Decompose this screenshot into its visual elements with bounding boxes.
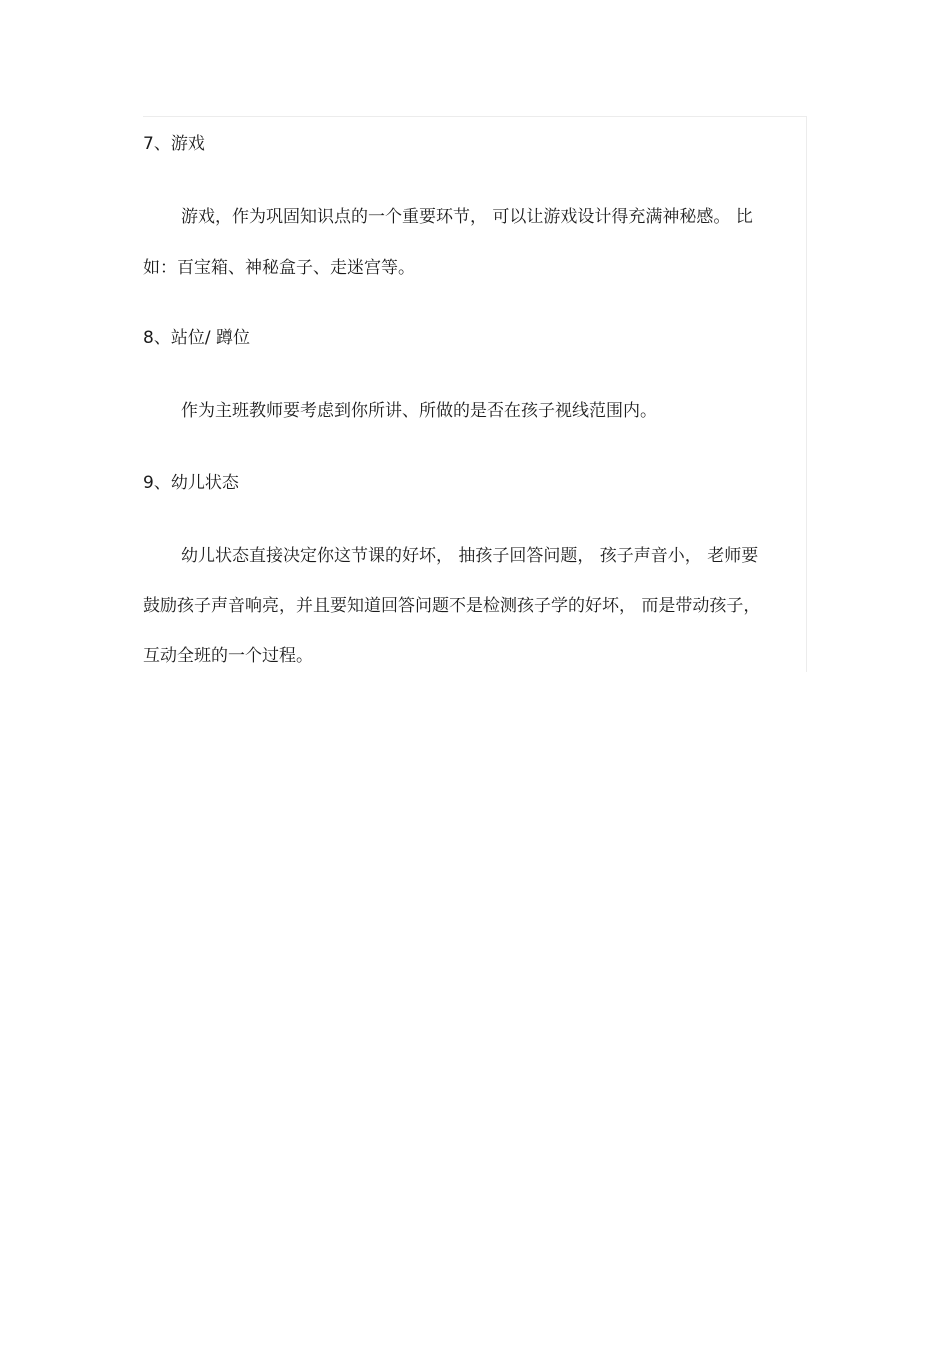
section-heading-position: 8、站位/ 蹲位 bbox=[143, 328, 250, 348]
section-position-line-1: 作为主班教师要考虑到你所讲、所做的是否在孩子视线范围内。 bbox=[181, 401, 657, 421]
section-child-state-line-1: 幼儿状态直接决定你这节课的好坏， 抽孩子回答问题， 孩子声音小， 老师要 bbox=[181, 546, 759, 566]
section-heading-game: 7、游戏 bbox=[143, 134, 205, 154]
section-child-state-line-2: 鼓励孩子声音响亮，并且要知道回答问题不是检测孩子学的好坏， 而是带动孩子， bbox=[143, 596, 761, 616]
section-child-state-line-3: 互动全班的一个过程。 bbox=[143, 646, 313, 666]
page-frame bbox=[143, 116, 807, 672]
section-game-line-1: 游戏，作为巩固知识点的一个重要环节， 可以让游戏设计得充满神秘感。 比 bbox=[181, 207, 753, 227]
section-game-line-2: 如：百宝箱、神秘盒子、走迷宫等。 bbox=[143, 258, 415, 278]
section-heading-child-state: 9、幼儿状态 bbox=[143, 473, 239, 493]
